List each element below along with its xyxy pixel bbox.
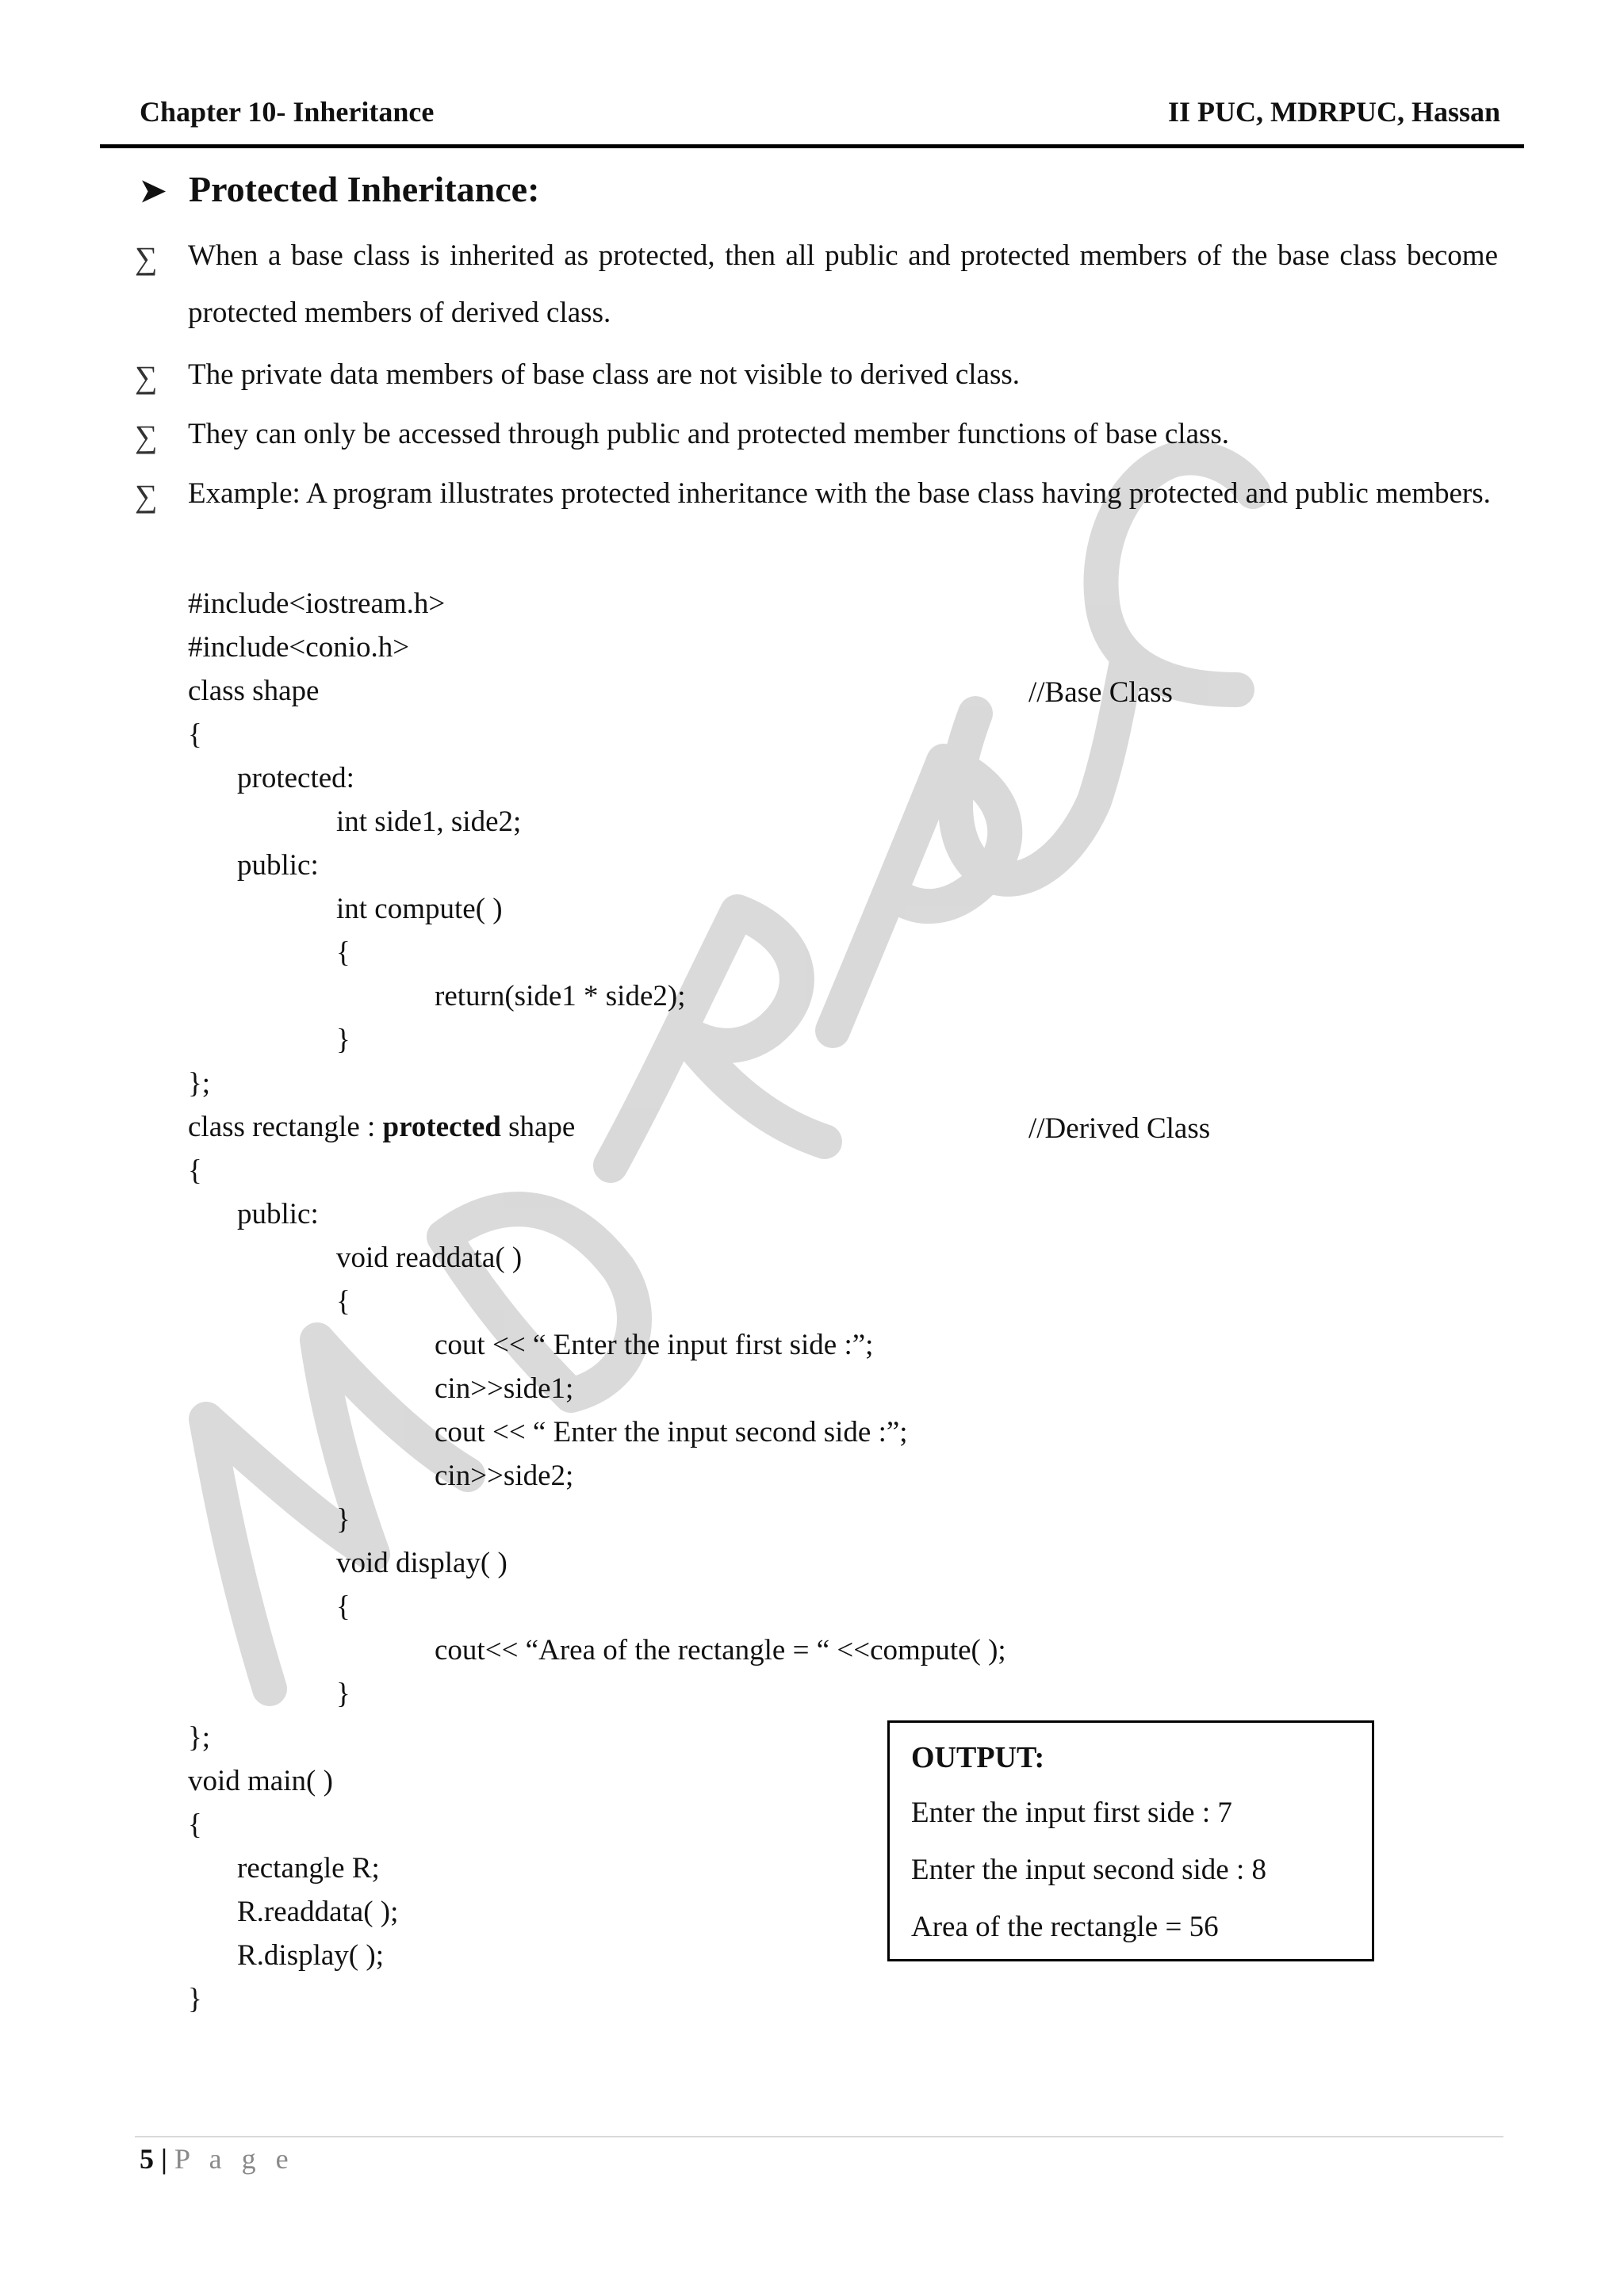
code-line: }; (188, 1067, 211, 1100)
output-line: Enter the input second side : 8 (911, 1854, 1267, 1886)
code-line: } (336, 1024, 350, 1056)
arrow-bullet-icon: ➤ (140, 173, 167, 209)
section-title: Protected Inheritance: (189, 169, 540, 209)
page-footer (140, 2142, 295, 2175)
code-line: public: (237, 849, 319, 882)
output-title: OUTPUT: (911, 1741, 1045, 1774)
code-line: void display( ) (336, 1547, 508, 1579)
bullet-text-4: Example: A program illustrates protected inheritance with the base class having protected and public members. (188, 477, 1491, 510)
bullet-icon: ∑ (135, 240, 158, 276)
code-line: cin>>side2; (435, 1460, 574, 1492)
code-line: void main( ) (188, 1765, 333, 1797)
code-line: } (188, 1983, 202, 2015)
code-keyword-protected: protected (382, 1111, 501, 1143)
header-institution: II PUC, MDRPUC, Hassan (1167, 96, 1500, 128)
code-base-name: shape (500, 1111, 576, 1143)
output-line: Area of the rectangle = 56 (911, 1911, 1219, 1943)
code-line: R.display( ); (237, 1939, 384, 1972)
footer-separator: | (161, 2143, 167, 2175)
code-line: cout<< “Area of the rectangle = “ <<compute( ); (435, 1634, 1006, 1667)
code-line: cout << “ Enter the input second side :”; (435, 1416, 908, 1448)
page-label: P a g e (174, 2143, 295, 2175)
code-line: return(side1 * side2); (435, 980, 686, 1012)
code-line: cout << “ Enter the input first side :”; (435, 1329, 874, 1361)
code-line: class shape (188, 675, 320, 707)
code-line: int compute( ) (336, 893, 503, 925)
code-line: { (188, 1808, 202, 1841)
bullet-icon: ∑ (135, 478, 158, 514)
page-number: 5 (140, 2143, 154, 2175)
footer-divider (135, 2136, 1503, 2137)
code-line: }; (188, 1721, 211, 1754)
bullet-text-1: When a base class is inherited as protected, then all public and protected members of the base class become protected members of derived class. (188, 239, 1498, 329)
code-line: { (336, 1590, 350, 1623)
header-chapter-title: Chapter 10- Inheritance (140, 96, 435, 128)
code-line: #include<iostream.h> (188, 587, 446, 620)
code-line: cin>>side1; (435, 1372, 574, 1405)
bullet-text-2: The private data members of base class are not visible to derived class. (188, 358, 1020, 391)
code-line: } (336, 1678, 350, 1710)
code-line (188, 1112, 575, 1143)
output-line: Enter the input first side : 7 (911, 1797, 1232, 1829)
code-line: #include<conio.h> (188, 631, 410, 664)
code-line: { (336, 1285, 350, 1318)
bullet-icon: ∑ (135, 419, 158, 454)
code-class-decl: class rectangle : (188, 1111, 383, 1143)
code-comment-base: //Base Class (1028, 676, 1173, 709)
code-line: protected: (237, 762, 354, 794)
bullet-icon: ∑ (135, 359, 158, 395)
output-box (887, 1720, 1374, 1961)
code-line: { (188, 718, 202, 751)
bullet-text-3: They can only be accessed through public and protected member functions of base class. (188, 418, 1230, 450)
code-line: public: (237, 1198, 319, 1230)
code-line: void readdata( ) (336, 1242, 523, 1274)
code-line: R.readdata( ); (237, 1896, 399, 1928)
code-line: } (336, 1503, 350, 1536)
code-line: rectangle R; (237, 1852, 380, 1885)
header-divider (100, 144, 1524, 148)
code-line: int side1, side2; (336, 806, 522, 838)
section-heading (140, 168, 539, 210)
code-line: { (336, 936, 350, 969)
code-line: { (188, 1154, 202, 1187)
code-comment-derived: //Derived Class (1028, 1112, 1211, 1145)
